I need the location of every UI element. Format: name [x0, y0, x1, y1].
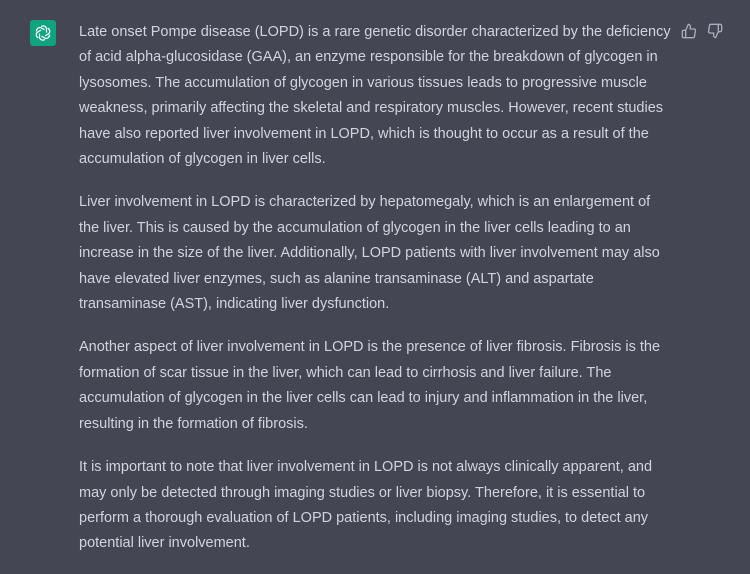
thumbs-up-icon: [681, 23, 697, 39]
assistant-avatar: [30, 20, 56, 46]
message-paragraph-2: Liver involvement in LOPD is characterized by hepatomegaly, which is an enlargement of the liver. This is caused by the accumulation of glycogen in the liver cells leading to an increase in the size of the liver. Additionally, LOPD patients with liver involvement may also have elevated liver enzymes, such as alanine transaminase (ALT) and aspartate transaminase (AST), indicating liver dysfunction.: [79, 194, 660, 313]
message-paragraph-4: It is important to note that liver involvement in LOPD is not always clinically apparent, and may only be detected through imaging studies or liver biopsy. Therefore, it is essential to perform a thorough evaluation of LOPD patients, including imaging studies, to detect any potential liver involvement.: [79, 459, 653, 552]
openai-logo-icon: [33, 23, 53, 43]
message-paragraph-1: Late onset Pompe disease (LOPD) is a rare genetic disorder characterized by the deficiency of acid alpha-glucosidase (GAA), an enzyme responsible for the breakdown of glycogen in lysosomes. The accumulation of glycogen in various tissues leads to progressive muscle weakness, primarily affecting the skeletal and respiratory muscles. However, recent studies have also reported liver involvement in LOPD, which is thought to occur as a result of the accumulation of glycogen in liver cells.: [79, 24, 671, 168]
thumbs-up-button[interactable]: [680, 22, 698, 40]
thumbs-down-button[interactable]: [706, 22, 724, 40]
message-paragraph-3: Another aspect of liver involvement in LOPD is the presence of liver fibrosis. Fibrosis is the formation of scar tissue in the liver, which can lead to cirrhosis and liver failure. The accumulation of glycogen in the liver cells can lead to injury and inflammation in the liver, resulting in the formation of fibrosis.: [79, 339, 661, 432]
feedback-actions: [680, 22, 724, 40]
thumbs-down-icon: [707, 23, 723, 39]
message-content: [79, 20, 671, 574]
